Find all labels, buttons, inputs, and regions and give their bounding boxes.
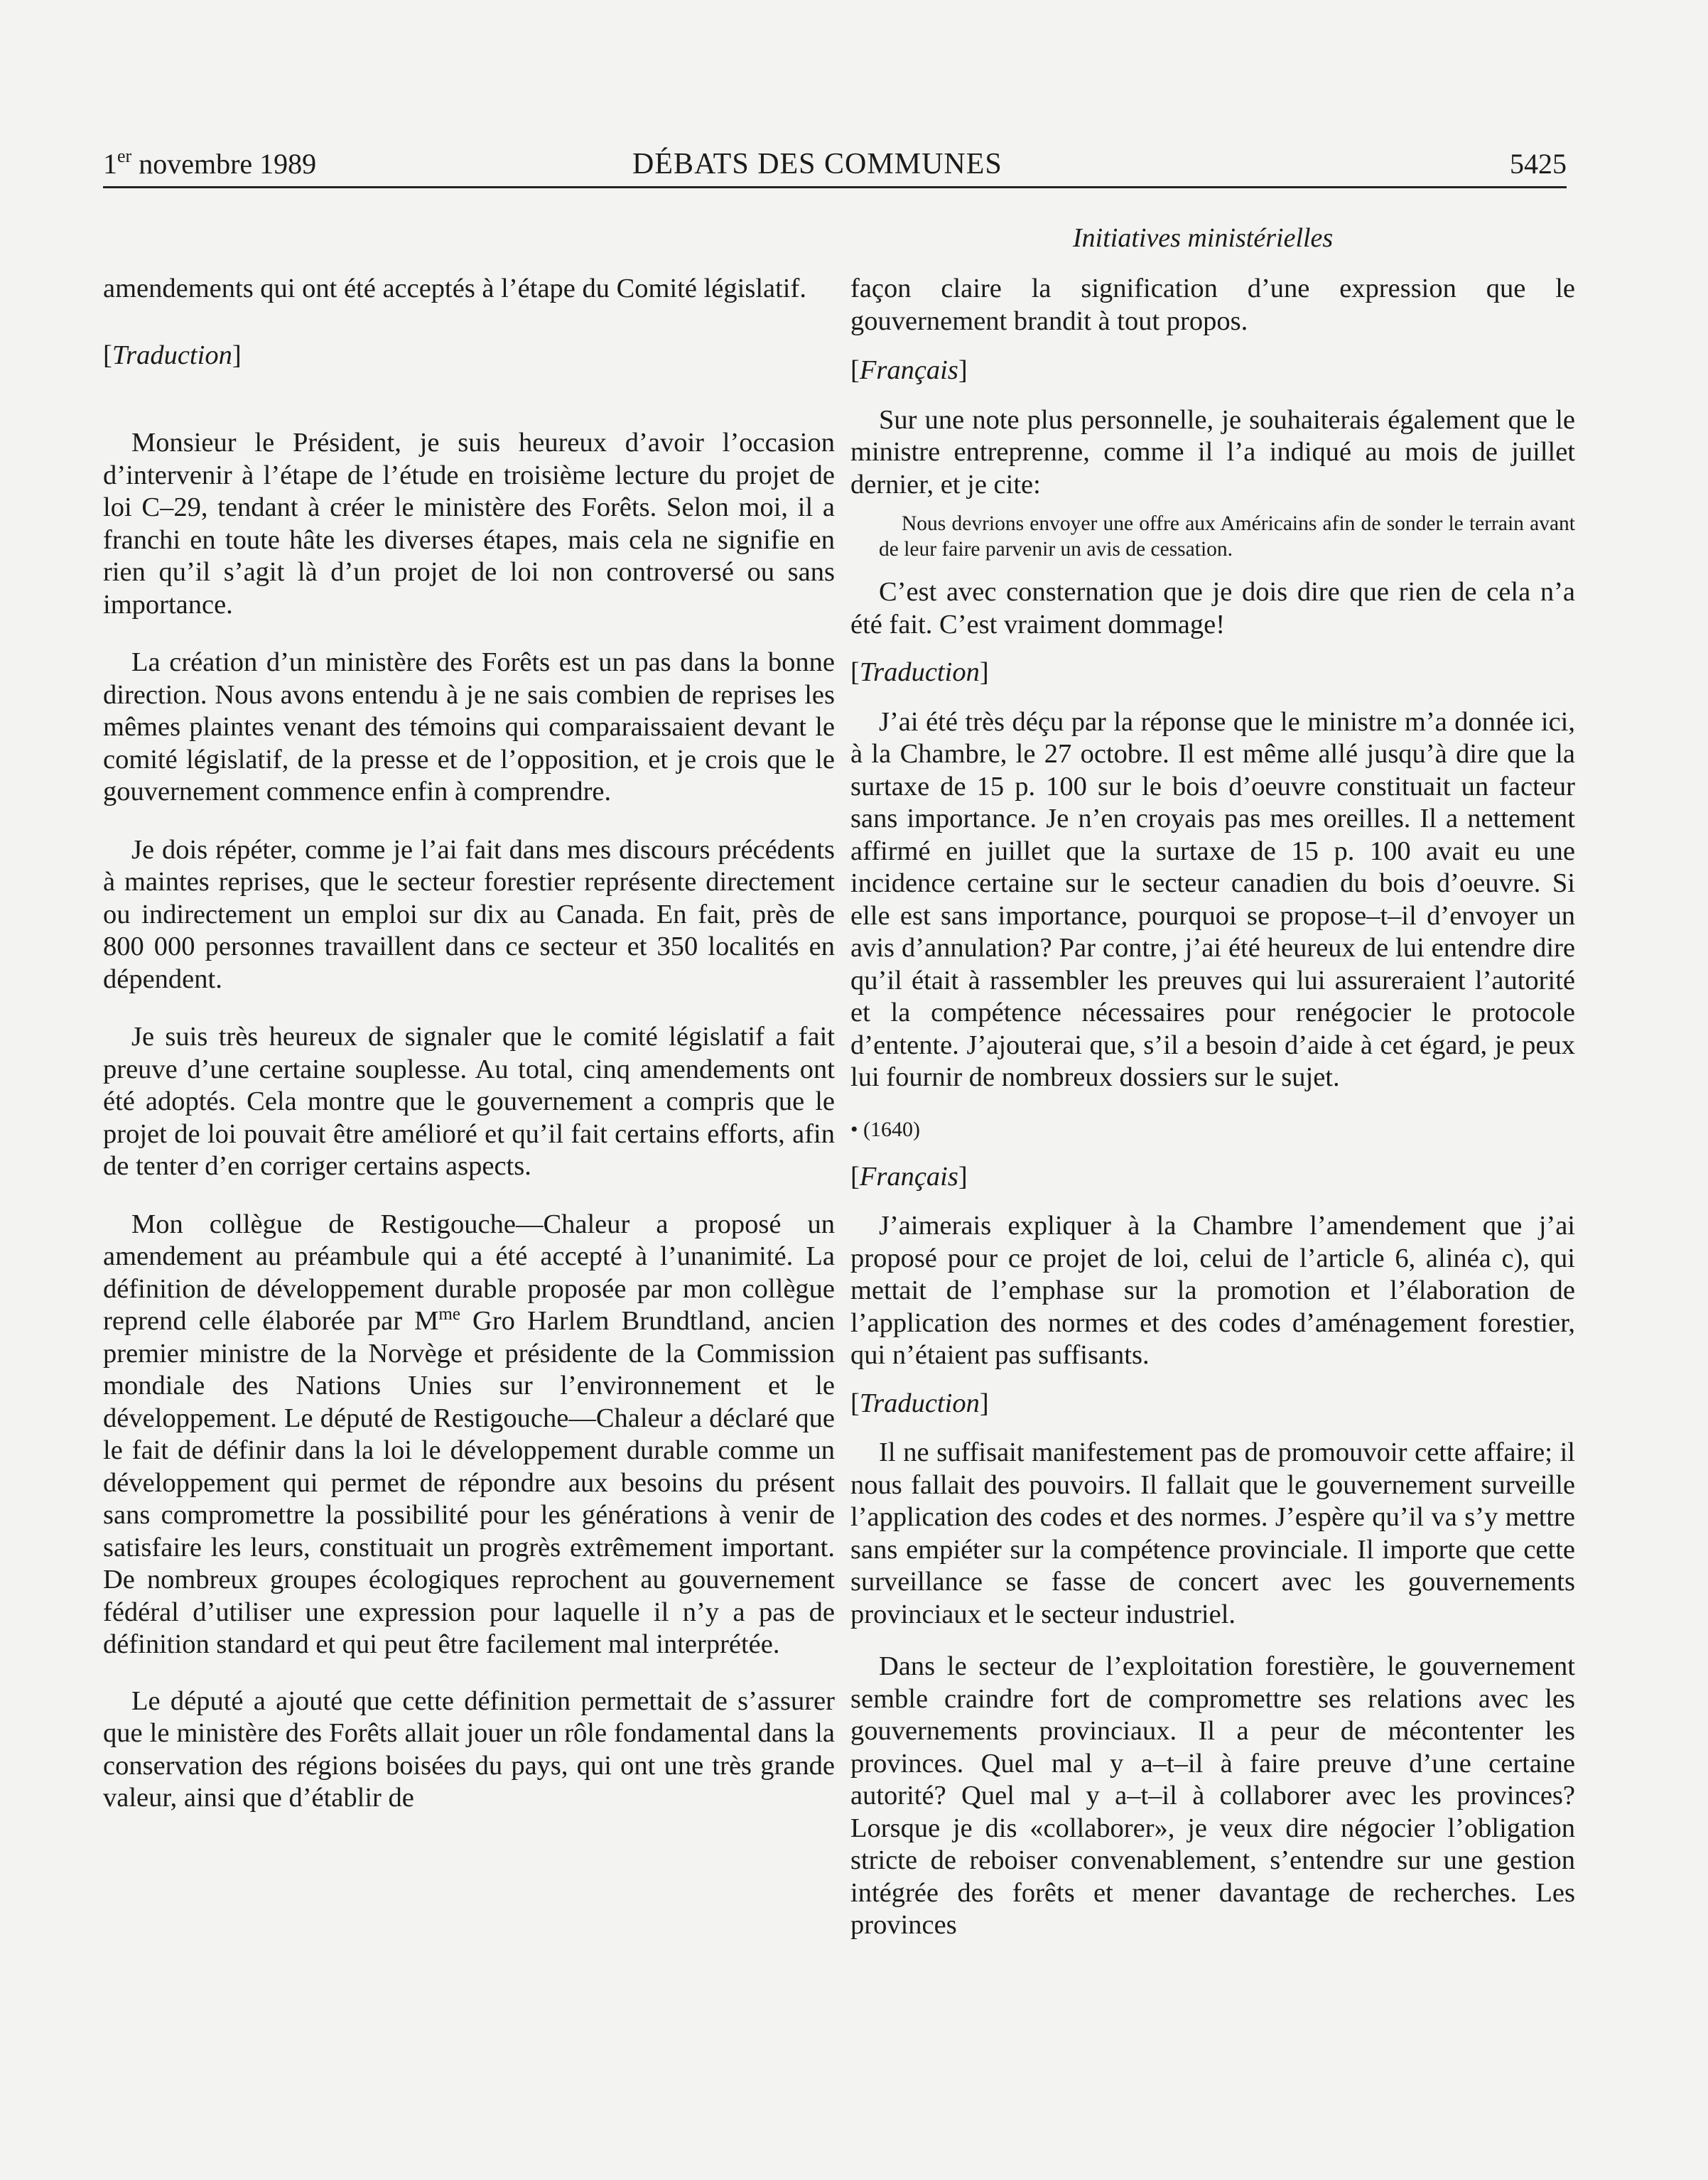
header-rule — [103, 186, 1567, 188]
page-header — [103, 144, 1567, 184]
block-quote: Nous devrions envoyer une offre aux Américains afin de sonder le terrain avant de leur faire parvenir un avis de cessation. — [879, 512, 1575, 561]
right-column — [850, 273, 1575, 1942]
paragraph: La création d’un ministère des Forêts est un pas dans la bonne direction. Nous avons entendu à je ne sais combien de reprises les mêmes plaintes venant des témoins qui comparaissaient devant le comité législatif, de la presse et de l’opposition, et je crois que le gouvernement commence enfin à comprendre. — [103, 647, 835, 806]
timestamp: • (1640) — [850, 1117, 920, 1141]
header-page-number: 5425 — [1510, 148, 1567, 180]
paragraph-superscript: me — [438, 1305, 460, 1324]
language-tag: [Traduction] — [103, 340, 242, 370]
paragraph: amendements qui ont été acceptés à l’étape du Comité législatif. — [103, 274, 806, 303]
header-title: DÉBATS DES COMMUNES — [632, 148, 1002, 180]
language-tag-text: Traduction — [112, 340, 232, 370]
language-tag: [Traduction] — [850, 1388, 989, 1418]
paragraph: C’est avec consternation que je dois dire que rien de cela n’a été fait. C’est vraiment dommage! — [850, 577, 1575, 640]
language-tag: [Français] — [850, 355, 968, 385]
left-column — [103, 273, 835, 1815]
language-tag: [Traduction] — [850, 657, 989, 687]
language-tag-text: Français — [859, 1161, 958, 1192]
paragraph: Dans le secteur de l’exploitation forestière, le gouvernement semble craindre fort de compromettre ses relations avec les gouvernements provinciaux. Il a peur de mécontenter les provinces. Quel mal y a–t–il à faire preuve d’une certaine autorité? Quel mal y a–t–il à collaborer avec les provinces? Lorsque je dis «collaborer», je veux dire négocier l’obligation stricte de reboiser convenablement, s’entendre sur une gestion intégrée des forêts et mener davantage de recherches. Les provinces — [850, 1651, 1575, 1940]
paragraph: Je dois répéter, comme je l’ai fait dans mes discours précédents à maintes reprises, que le secteur forestier représente directement ou indirectement un emploi sur dix au Canada. En fait, près de 800 000 personnes travaillent dans ce secteur et 350 localités en dépendent. — [103, 834, 835, 994]
language-tag-text: Français — [859, 355, 958, 385]
language-tag-text: Traduction — [859, 657, 980, 687]
paragraph-text: Mon collègue de Restigouche—Chaleur a proposé un amendement au préambule qui a été accepté à l’unanimité. La définition de développement durable proposée par mon collègue reprend celle élaborée par M — [103, 1209, 835, 1336]
paragraph: Monsieur le Président, je suis heureux d’avoir l’occasion d’intervenir à l’étape de l’étude en troisième lecture du projet de loi C–29, tendant à créer le ministère des Forêts. Selon moi, il a franchi en toute hâte les diverses étapes, mais cela ne signifie en rien qu’il s’agit là d’un projet de loi non controversé ou sans importance. — [103, 428, 835, 620]
section-heading: Initiatives ministérielles — [1073, 223, 1334, 253]
header-date — [103, 144, 316, 184]
header-date-rest: novembre 1989 — [131, 148, 317, 180]
language-tag: [Français] — [850, 1161, 968, 1192]
paragraph — [103, 1209, 835, 1661]
paragraph: façon claire la signification d’une expression que le gouvernement brandit à tout propos. — [850, 274, 1575, 336]
paragraph-text: Gro Harlem Brundtland, ancien premier ministre de la Norvège et présidente de la Commission mondiale des Nations Unies sur l’environnement et le développement. Le député de Restigouche—Chaleur a déclaré que le fait de définir dans la loi le développement durable comme un développement qui permet de répondre aux besoins du présent sans compromettre la possibilité pour les générations à venir de satisfaire les leurs, constituait un progrès extrêmement important. De nombreux groupes écologiques reprochent au gouvernement fédéral d’utiliser une expression pour laquelle il n’y a pas de définition standard et qui peut être facilement mal interprétée. — [103, 1306, 835, 1659]
header-date-superscript: er — [117, 146, 132, 166]
paragraph: Je suis très heureux de signaler que le comité législatif a fait preuve d’une certaine souplesse. Au total, cinq amendements ont été adoptés. Cela montre que le gouvernement a compris que le projet de loi pouvait être amélioré et qu’il fait certains efforts, afin de tenter d’en corriger certains aspects. — [103, 1022, 835, 1181]
paragraph: Il ne suffisait manifestement pas de promouvoir cette affaire; il nous fallait des pouvoirs. Il fallait que le gouvernement surveille l’application des codes et des normes. J’espère qu’il va s’y mettre sans empiéter sur la compétence provinciale. Il importe que cette surveillance se fasse de concert avec les gouvernements provinciaux et le secteur industriel. — [850, 1437, 1575, 1629]
paragraph: J’aimerais expliquer à la Chambre l’amendement que j’ai proposé pour ce projet de loi, celui de l’article 6, alinéa c), qui mettait de l’emphase sur la promotion et l’élaboration de l’application des normes et des codes d’aménagement forestier, qui n’étaient pas suffisants. — [850, 1211, 1575, 1370]
paragraph: Sur une note plus personnelle, je souhaiterais également que le ministre entreprenne, comme il l’a indiqué au mois de juillet dernier, et je cite: — [850, 404, 1575, 500]
header-date-day: 1 — [103, 148, 117, 180]
paragraph: Le député a ajouté que cette définition permettait de s’assurer que le ministère des Forêts allait jouer un rôle fondamental dans la conservation des régions boisées du pays, qui ont une très grande valeur, ainsi que d’établir de — [103, 1685, 835, 1813]
language-tag-text: Traduction — [859, 1388, 980, 1418]
paragraph: J’ai été très déçu par la réponse que le ministre m’a donnée ici, à la Chambre, le 27 octobre. Il est même allé jusqu’à dire que la surtaxe de 15 p. 100 sur le bois d’oeuvre constituait un facteur sans importance. Je n’en croyais pas mes oreilles. Il a nettement affirmé en juillet que la surtaxe de 15 p. 100 avait eu une incidence certaine sur le secteur canadien du bois d’oeuvre. Si elle est sans importance, pourquoi se propose–t–il d’envoyer un avis d’annulation? Par contre, j’ai été heureux de lui entendre dire qu’il était à rassembler les preuves qui lui assureraient l’autorité et la compétence nécessaires pour renégocier le protocole d’entente. J’ajouterai que, s’il a besoin d’aide à cet égard, je peux lui fournir de nombreux dossiers sur le sujet. — [850, 706, 1575, 1092]
